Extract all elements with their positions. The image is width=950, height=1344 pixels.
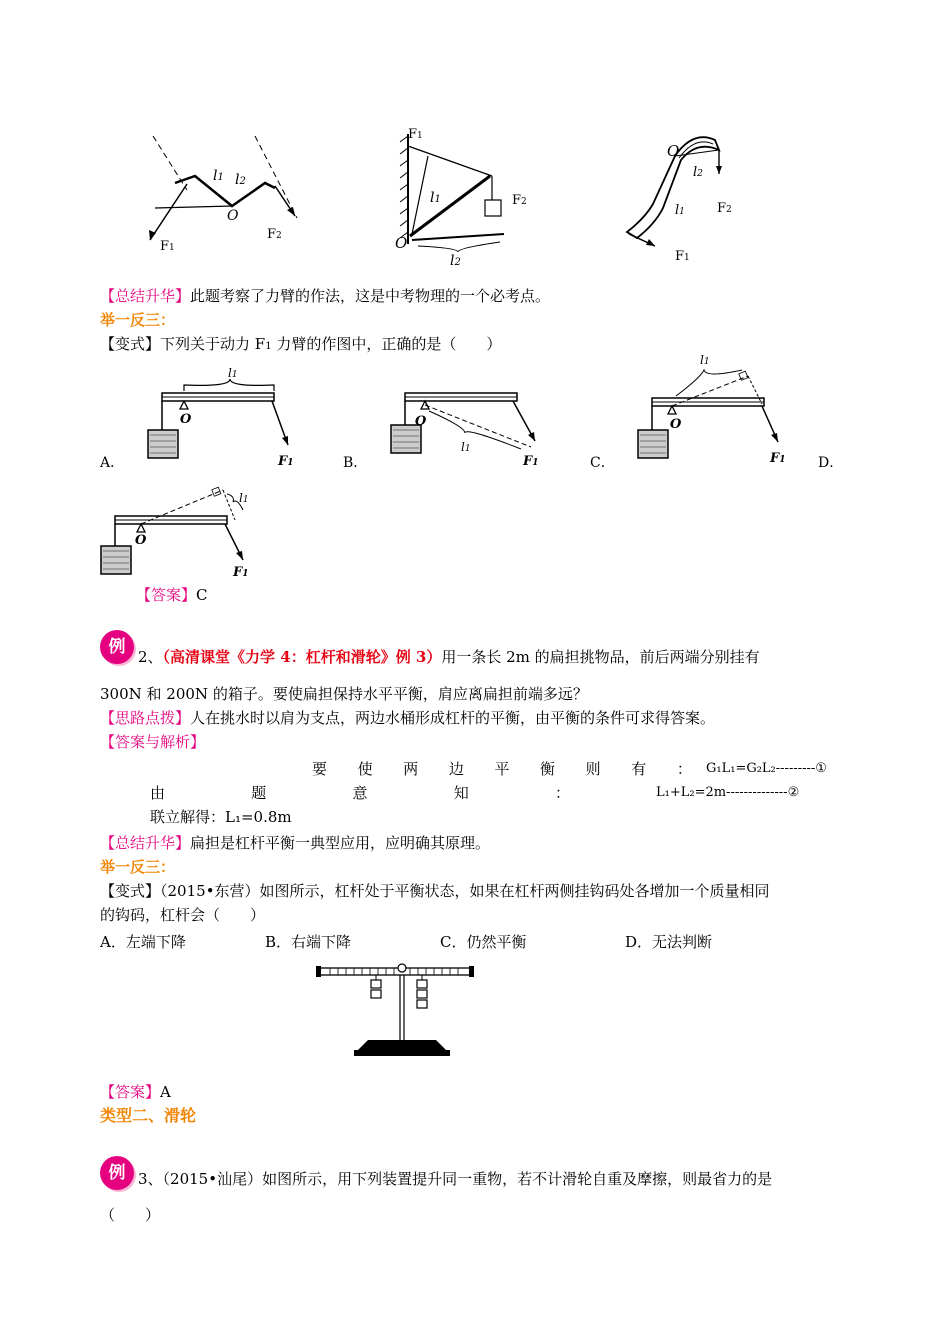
option-d-figure [95,480,265,580]
section-heading: 类型二、滑轮 [100,1106,197,1125]
option-b[interactable]: B．右端下降 [265,933,352,951]
variant-1: 【变式】下列关于动力 F1 力臂的作图中，正确的是（ ） [100,335,502,353]
solution-line-1: 要 使 两 边 平 衡 则 有 ： [312,760,692,778]
summary-text: 此题考察了力臂的作法，这是中考物理的一个必考点。 [190,287,551,305]
l1-label: l1 [461,440,471,454]
f1-label: F1 [523,454,539,469]
option-d[interactable]: D． [818,455,844,471]
summary-text: 扁担是杠杆平衡一典型应用，应明确其原理。 [190,834,491,852]
answer-label: 【答案】 [100,1083,161,1101]
f1-label: F1 [233,565,249,580]
hint [100,707,715,729]
solution-line-2: 由 题 意 知 ： [150,784,570,802]
f2-label: F2 [512,193,527,208]
figure-lever-3 [615,128,750,268]
summary-1 [100,285,550,307]
variant-2-line-1: 【变式】（2015•东营）如图所示，杠杆处于平衡状态，如果在杠杆两侧挂钩码处各增加一个质量相同 [100,882,770,900]
example-badge: 例 [100,1156,134,1190]
l1-label: l1 [700,353,710,367]
l1-label: l1 [213,168,224,184]
juyifansan-heading: 举一反三： [100,858,176,876]
variant-label: 【变式】 [100,335,161,353]
l2-label: l2 [235,172,246,188]
answer-2 [100,1081,171,1103]
answer-text: C [196,586,208,604]
juyifansan-heading: 举一反三： [100,311,176,329]
f2-label: F2 [267,227,282,242]
option-b[interactable]: B． [343,455,368,471]
example-2-line-1: 2、（高清课堂《力学 4：杠杆和滑轮》例 3）用一条长 2m 的扁担挑物品，前后两端分别挂有 [138,648,760,666]
l1-label: l1 [430,190,441,206]
l1-label: l1 [675,203,685,218]
l2-label: l2 [450,253,461,267]
summary-label: 【总结升华】 [100,287,191,305]
option-c[interactable]: C． [590,455,615,471]
f1-label: F1 [408,127,423,142]
summary-label: 【总结升华】 [100,834,191,852]
o-label: O [395,234,408,252]
summary-2 [100,832,490,854]
equation-1: G₁L₁=G₂L₂---------① [706,761,827,776]
option-c-figure [630,350,800,470]
result: 联立解得：L₁=0.8m [150,808,292,826]
variant-2-line-2: 的钩码，杠杆会（ ） [100,906,266,924]
answer-text: A [160,1083,171,1101]
l2-label: l2 [693,165,703,180]
analysis-label: 【答案与解析】 [100,733,206,751]
option-b-figure [385,375,545,475]
figure-lever-1 [135,128,315,263]
o-label: O [670,417,682,432]
answer-1 [136,584,208,606]
f1-label: F1 [160,239,175,254]
o-label: O [667,142,680,160]
o-label: O [180,412,192,427]
example-3-line-1: 3、（2015•汕尾）如图所示，用下列装置提升同一重物，若不计滑轮自重及摩擦，则最省力的是 [138,1170,773,1188]
option-a[interactable]: A．左端下降 [100,933,186,951]
balance-lever-figure [310,958,480,1068]
variant-label: 【变式】 [100,882,161,900]
figure-lever-2 [392,122,537,267]
example-2-line-2: 300N 和 200N 的箱子。要使扁担保持水平平衡，肩应离扁担前端多远？ [100,685,588,703]
option-a[interactable]: A． [100,455,125,471]
f1-label: F1 [278,454,294,469]
o-label: O [415,414,427,429]
example-3-line-2: （ ） [100,1206,161,1224]
answer-label: 【答案】 [136,586,197,604]
option-a-figure [140,365,300,470]
o-label: O [135,533,147,548]
l1-label: l1 [239,491,249,505]
hint-text: 人在挑水时以肩为支点，两边水桶形成杠杆的平衡，由平衡的条件可求得答案。 [190,709,716,727]
option-d[interactable]: D．无法判断 [625,933,713,951]
option-c[interactable]: C．仍然平衡 [440,933,527,951]
o-label: O [227,208,239,224]
hint-label: 【思路点拨】 [100,709,191,727]
example-source: （高清课堂《力学 4：杠杆和滑轮》例 3） [162,648,442,666]
example-badge: 例 [100,630,134,664]
l1-label: l1 [228,366,238,380]
equation-2: L₁+L₂=2m--------------② [656,785,800,800]
f2-label: F2 [717,201,732,216]
f1-label: F1 [770,451,786,466]
f1-label: F1 [675,249,690,264]
